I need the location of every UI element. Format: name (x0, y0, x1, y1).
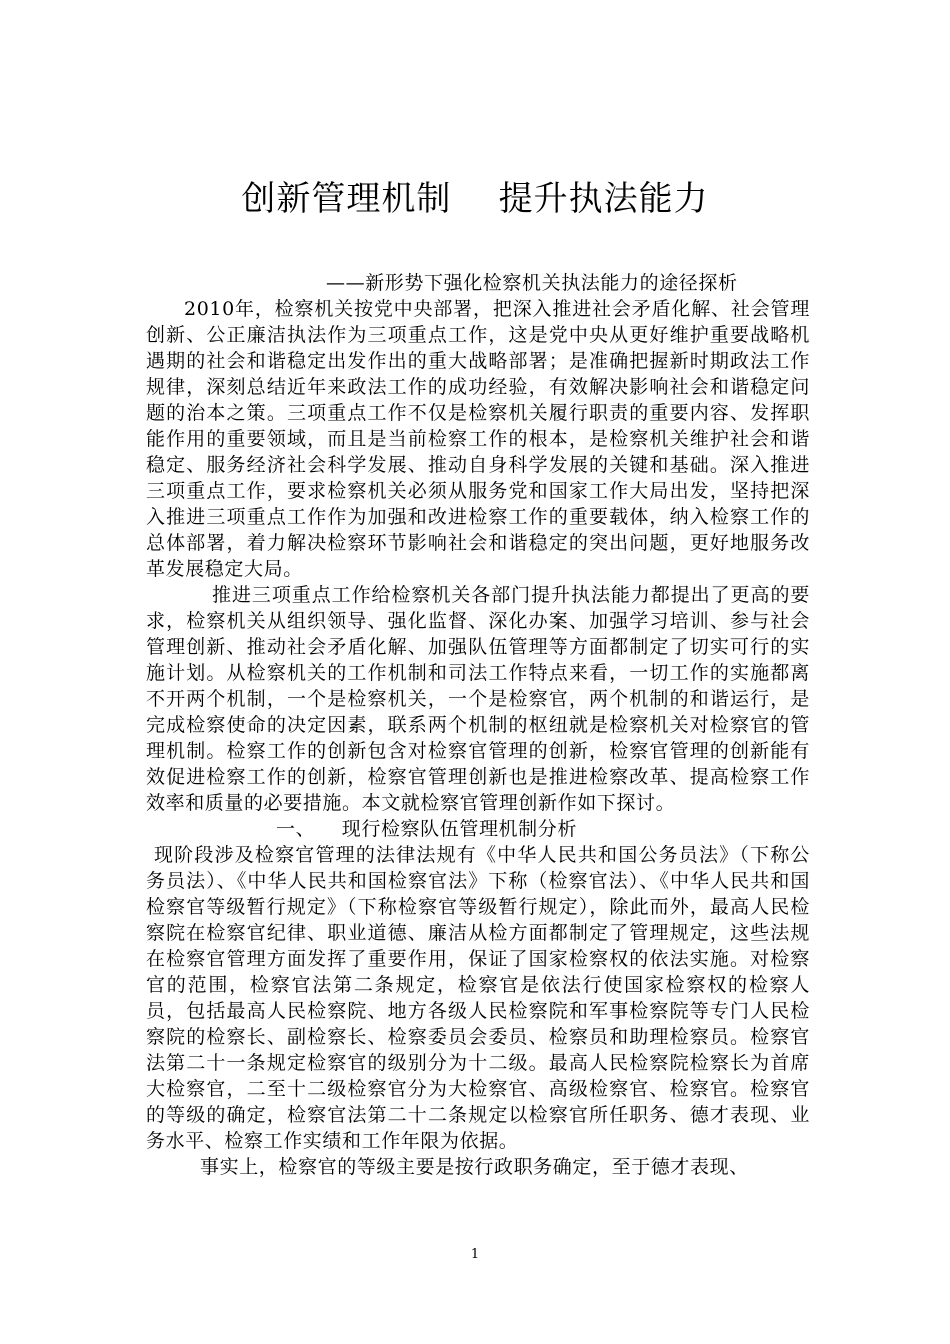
document-subtitle: ——新形势下强化检察机关执法能力的途径探析 (326, 272, 738, 294)
paragraph-requirements: 推进三项重点工作给检察机关各部门提升执法能力都提出了更高的要求，检察机关从组织领导、强化监督、深化办案、加强学习培训、参与社会管理创新、推动社会矛盾化解、加强队伍管理等方面都制定了切实可行的实施计划。从检察机关的工作机制和司法工作特点来看，一切工作的实施都离不开两个机制，一个是检察机关，一个是检察官，两个机制的和谐运行，是完成检察使命的决定因素，联系两个机制的枢纽就是检察机关对检察官的管理机制。检察工作的创新包含对检察官管理的创新，检察官管理的创新能有效促进检察工作的创新，检察官管理创新也是推进检察改革、提高检察工作效率和质量的必要措施。本文就检察官管理创新作如下探讨。 (146, 584, 810, 814)
section-heading: 一、 现行检察队伍管理机制分析 (276, 818, 577, 840)
paragraph-laws: 现阶段涉及检察官管理的法律法规有《中华人民共和国公务员法》（下称公务员法）、《中华人民共和国检察官法》下称（检察官法）、《中华人民共和国检察官等级暂行规定》（下称检察官等级暂行规定），除此而外，最高人民检察院在检察官纪律、职业道德、廉洁从检方面都制定了管理规定，这些法规在检察官管理方面发挥了重要作用，保证了国家检察权的依法实施。对检察官的范围，检察官法第二条规定，检察官是依法行使国家检察权的检察人员，包括最高人民检察院、地方各级人民检察院和军事检察院等专门人民检察院的检察长、副检察长、检察委员会委员、检察员和助理检察员。检察官法第二十一条规定检察官的级别分为十二级。最高人民检察院检察长为首席大检察官，二至十二级检察官分为大检察官、高级检察官、检察官。检察官的等级的确定，检察官法第二十二条规定以检察官所任职务、德才表现、业务水平、检察工作实绩和工作年限为依据。 (146, 844, 810, 1152)
document-title: 创新管理机制 提升执法能力 (241, 179, 709, 219)
paragraph-facts: 事实上，检察官的等级主要是按行政职务确定，至于德才表现、 (200, 1156, 749, 1178)
paragraph-intro: 2010年，检察机关按党中央部署，把深入推进社会矛盾化解、社会管理创新、公正廉洁执法作为三项重点工作，这是党中央从更好维护重要战略机遇期的社会和谐稳定出发作出的重大战略部署；是准确把握新时期政法工作规律，深刻总结近年来政法工作的成功经验，有效解决影响社会和谐稳定问题的治本之策。三项重点工作不仅是检察机关履行职责的重要内容、发挥职能作用的重要领域，而且是当前检察工作的根本，是检察机关维护社会和谐稳定、服务经济社会科学发展、推动自身科学发展的关键和基础。深入推进三项重点工作，要求检察机关必须从服务党和国家工作大局出发，坚持把深入推进三项重点工作作为加强和改进检察工作的重要载体，纳入检察工作的总体部署，着力解决检察环节影响社会和谐稳定的突出问题，更好地服务改革发展稳定大局。 (146, 298, 810, 580)
document-body (146, 270, 810, 1180)
page-number: 1 (470, 1247, 480, 1262)
